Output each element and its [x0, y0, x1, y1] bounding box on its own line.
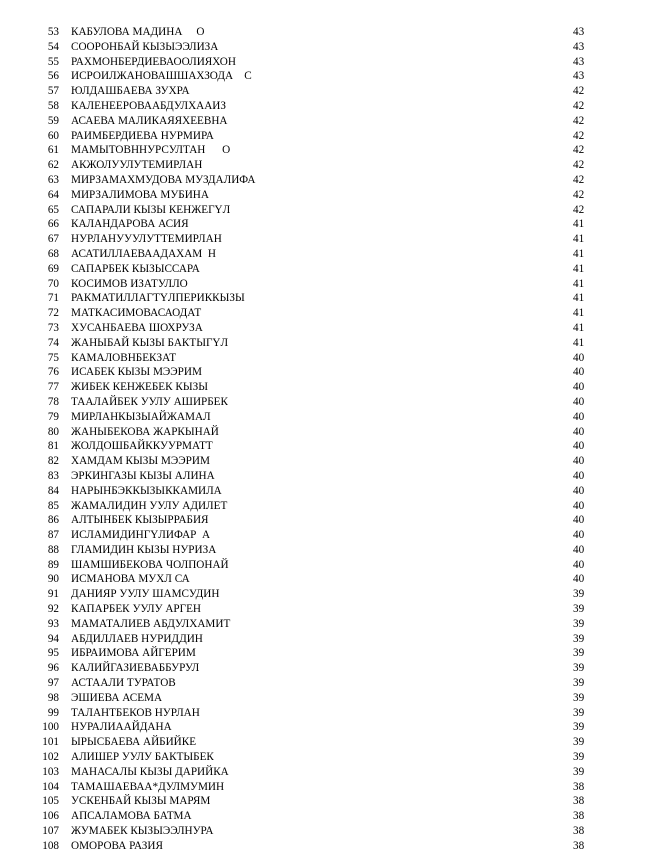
student-name: ТАЛАНТБЕКОВ НУРЛАН — [71, 706, 200, 719]
student-name: АПСАЛАМОВА БАТМА — [71, 810, 192, 823]
score-value: 42 — [573, 99, 585, 112]
score-value: 43 — [573, 40, 585, 53]
list-row — [0, 114, 657, 129]
list-row — [0, 572, 657, 587]
student-name: ТАМАШАЕВАА*ДУЛМУМИН — [71, 780, 225, 793]
score-value: 41 — [573, 307, 585, 320]
student-name: ИСМАНОВА МУХЛ СА — [71, 573, 190, 586]
student-name: КАЛАНДАРОВА АСИЯ — [71, 218, 189, 231]
student-name: АСТААЛИ ТУРАТОВ — [71, 677, 176, 690]
row-number: 92 — [47, 603, 59, 616]
list-row — [0, 528, 657, 543]
row-number: 104 — [42, 780, 59, 793]
student-name: ЖИБЕК КЕНЖЕБЕК КЫЗЫ — [71, 381, 208, 394]
student-name: ШАМШИБЕКОВА ЧОЛПОНАЙ — [71, 558, 229, 571]
score-value: 41 — [573, 321, 585, 334]
row-number: 80 — [47, 425, 59, 438]
score-value: 40 — [573, 410, 585, 423]
row-number: 91 — [47, 588, 59, 601]
list-row — [0, 602, 657, 617]
student-name: ИСАБЕК КЫЗЫ МЭЭРИМ — [71, 366, 202, 379]
list-row — [0, 499, 657, 514]
score-value: 40 — [573, 543, 585, 556]
student-name: МАНАСАЛЫ КЫЗЫ ДАРИЙКА — [71, 765, 229, 778]
list-row — [0, 84, 657, 99]
score-value: 39 — [573, 677, 585, 690]
row-number: 83 — [47, 469, 59, 482]
row-number: 70 — [47, 277, 59, 290]
score-value: 39 — [573, 617, 585, 630]
student-name: АБДИЛЛАЕВ НУРИДДИН — [71, 632, 203, 645]
score-value: 40 — [573, 484, 585, 497]
list-row — [0, 676, 657, 691]
row-number: 60 — [47, 129, 59, 142]
student-name: ОМОРОВА РАЗИЯ — [71, 839, 163, 852]
student-name: МИРЗАМАХМУДОВА МУЗДАЛИФА — [71, 173, 256, 186]
row-number: 96 — [47, 662, 59, 675]
row-number: 56 — [47, 70, 59, 83]
student-name: КАПАРБЕК УУЛУ АРГЕН — [71, 603, 202, 616]
row-number: 90 — [47, 573, 59, 586]
student-name: МАМАТАЛИЕВ АБДУЛХАМИТ — [71, 617, 231, 630]
list-row — [0, 661, 657, 676]
student-name: КАЛЕНЕЕРОВААБДУЛХААИЗ — [71, 99, 226, 112]
score-value: 39 — [573, 736, 585, 749]
row-number: 68 — [47, 247, 59, 260]
score-value: 39 — [573, 603, 585, 616]
row-number: 79 — [47, 410, 59, 423]
score-value: 41 — [573, 262, 585, 275]
row-number: 55 — [47, 55, 59, 68]
row-number: 65 — [47, 203, 59, 216]
row-number: 53 — [47, 26, 59, 38]
student-name: ТААЛАЙБЕК УУЛУ АШИРБЕК — [71, 395, 228, 408]
row-number: 64 — [47, 188, 59, 201]
score-value: 42 — [573, 114, 585, 127]
student-name: ЖАМАЛИДИН УУЛУ АДИЛЕТ — [71, 499, 228, 512]
student-name: САПАРБЕК КЫЗЫССАРА — [71, 262, 200, 275]
score-value: 42 — [573, 129, 585, 142]
row-number: 86 — [47, 514, 59, 527]
score-value: 40 — [573, 499, 585, 512]
score-value: 40 — [573, 395, 585, 408]
row-number: 78 — [47, 395, 59, 408]
score-value: 43 — [573, 26, 585, 38]
list-row — [0, 143, 657, 158]
student-name: АСАЕВА МАЛИКАЯЯХЕЕВНА — [71, 114, 228, 127]
student-name: РАКМАТИЛЛАГТҮЛПЕРИККЫЗЫ — [71, 292, 245, 305]
score-value: 39 — [573, 588, 585, 601]
list-row — [0, 217, 657, 232]
row-number: 81 — [47, 440, 59, 453]
list-row — [0, 291, 657, 306]
score-value: 43 — [573, 55, 585, 68]
score-value: 39 — [573, 647, 585, 660]
row-number: 106 — [42, 810, 59, 823]
list-row — [0, 750, 657, 765]
row-number: 58 — [47, 99, 59, 112]
list-row — [0, 351, 657, 366]
row-number: 84 — [47, 484, 59, 497]
row-number: 94 — [47, 632, 59, 645]
list-row — [0, 469, 657, 484]
list-row — [0, 395, 657, 410]
row-number: 75 — [47, 351, 59, 364]
list-row — [0, 809, 657, 824]
list-row — [0, 780, 657, 795]
row-number: 73 — [47, 321, 59, 334]
score-value: 42 — [573, 203, 585, 216]
student-name: ГЛАМИДИН КЫЗЫ НУРИЗА — [71, 543, 217, 556]
score-value: 41 — [573, 233, 585, 246]
row-number: 61 — [47, 144, 59, 157]
score-value: 40 — [573, 514, 585, 527]
student-name: МИРЗАЛИМОВА МУБИНА — [71, 188, 209, 201]
score-value: 39 — [573, 691, 585, 704]
student-name: РАХМОНБЕРДИЕВАООЛИЯХОН — [71, 55, 236, 68]
list-row — [0, 425, 657, 440]
row-number: 103 — [42, 765, 59, 778]
score-value: 40 — [573, 440, 585, 453]
list-row — [0, 765, 657, 780]
student-name: АСАТИЛЛАЕВААДАХАМ Н — [71, 247, 216, 260]
list-row — [0, 69, 657, 84]
list-row — [0, 321, 657, 336]
score-value: 42 — [573, 173, 585, 186]
list-row — [0, 188, 657, 203]
row-number: 93 — [47, 617, 59, 630]
list-row — [0, 454, 657, 469]
score-value: 39 — [573, 751, 585, 764]
student-name: ЭРКИНГАЗЫ КЫЗЫ АЛИНА — [71, 469, 215, 482]
list-row — [0, 232, 657, 247]
row-number: 57 — [47, 85, 59, 98]
list-row — [0, 380, 657, 395]
student-name: ЖАНЫБЕКОВА ЖАРКЫНАЙ — [71, 425, 219, 438]
list-row — [0, 40, 657, 55]
student-name: НУРАЛИААЙДАНА — [71, 721, 172, 734]
score-value: 42 — [573, 188, 585, 201]
row-number: 66 — [47, 218, 59, 231]
score-value: 38 — [573, 810, 585, 823]
list-row — [0, 646, 657, 661]
score-value: 41 — [573, 247, 585, 260]
row-number: 89 — [47, 558, 59, 571]
list-row — [0, 173, 657, 188]
student-name: ИСЛАМИДИНГҮЛИФАР А — [71, 529, 211, 542]
row-number: 98 — [47, 691, 59, 704]
score-value: 38 — [573, 825, 585, 838]
score-value: 42 — [573, 144, 585, 157]
list-row — [0, 158, 657, 173]
list-row — [0, 513, 657, 528]
row-number: 74 — [47, 336, 59, 349]
student-name: АЛТЫНБЕК КЫЗЫРРАБИЯ — [71, 514, 209, 527]
score-value: 39 — [573, 662, 585, 675]
list-row — [0, 203, 657, 218]
list-row — [0, 277, 657, 292]
student-name: КАБУЛОВА МАДИНА О — [71, 26, 205, 38]
student-name: МИРЛАНКЫЗЫАЙЖАМАЛ — [71, 410, 211, 423]
student-name: ЖУМАБЕК КЫЗЫЭЭЛНУРА — [71, 825, 214, 838]
row-number: 87 — [47, 529, 59, 542]
student-name: ХАМДАМ КЫЗЫ МЭЭРИМ — [71, 455, 210, 468]
list-row — [0, 824, 657, 839]
row-number: 102 — [42, 751, 59, 764]
row-number: 76 — [47, 366, 59, 379]
row-number: 77 — [47, 381, 59, 394]
row-number: 67 — [47, 233, 59, 246]
row-number: 72 — [47, 307, 59, 320]
row-number: 97 — [47, 677, 59, 690]
ranking-list — [0, 25, 657, 854]
score-value: 40 — [573, 381, 585, 394]
score-value: 38 — [573, 839, 585, 852]
list-row — [0, 306, 657, 321]
score-value: 41 — [573, 292, 585, 305]
student-name: ДАНИЯР УУЛУ ШАМСУДИН — [71, 588, 220, 601]
score-value: 38 — [573, 780, 585, 793]
list-row — [0, 794, 657, 809]
list-row — [0, 558, 657, 573]
list-row — [0, 617, 657, 632]
score-value: 39 — [573, 765, 585, 778]
student-name: КОСИМОВ ИЗАТУЛЛО — [71, 277, 188, 290]
list-row — [0, 691, 657, 706]
score-value: 40 — [573, 425, 585, 438]
list-row — [0, 247, 657, 262]
list-row — [0, 55, 657, 70]
student-name: РАИМБЕРДИЕВА НУРМИРА — [71, 129, 214, 142]
student-name: МАМЫТОВННУРСУЛТАН О — [71, 144, 231, 157]
student-name: ЖОЛДОШБАЙККУУРМАТТ — [71, 440, 213, 453]
row-number: 100 — [42, 721, 59, 734]
score-value: 38 — [573, 795, 585, 808]
score-value: 41 — [573, 218, 585, 231]
score-value: 41 — [573, 277, 585, 290]
row-number: 108 — [42, 839, 59, 852]
list-row — [0, 632, 657, 647]
row-number: 54 — [47, 40, 59, 53]
student-name: СООРОНБАЙ КЫЗЫЭЭЛИЗА — [71, 40, 219, 53]
score-value: 42 — [573, 159, 585, 172]
list-row — [0, 735, 657, 750]
list-row — [0, 262, 657, 277]
row-number: 99 — [47, 706, 59, 719]
student-name: САПАРАЛИ КЫЗЫ КЕНЖЕГҮЛ — [71, 203, 231, 216]
row-number: 85 — [47, 499, 59, 512]
score-value: 40 — [573, 351, 585, 364]
score-value: 39 — [573, 721, 585, 734]
score-value: 43 — [573, 70, 585, 83]
student-name: ЫРЫСБАЕВА АЙБИЙКЕ — [71, 736, 197, 749]
row-number: 59 — [47, 114, 59, 127]
student-name: ЖАНЫБАЙ КЫЗЫ БАКТЫГҮЛ — [71, 336, 229, 349]
student-name: НУРЛАНУУУЛУТТЕМИРЛАН — [71, 233, 222, 246]
list-row — [0, 484, 657, 499]
row-number: 107 — [42, 825, 59, 838]
row-number: 71 — [47, 292, 59, 305]
list-row — [0, 543, 657, 558]
score-value: 40 — [573, 529, 585, 542]
score-value: 41 — [573, 336, 585, 349]
list-row — [0, 410, 657, 425]
row-number: 88 — [47, 543, 59, 556]
score-value: 40 — [573, 455, 585, 468]
student-name: ЭШИЕВА АСЕМА — [71, 691, 163, 704]
student-name: АЛИШЕР УУЛУ БАКТЫБЕК — [71, 751, 214, 764]
list-row — [0, 129, 657, 144]
student-name: МАТКАСИМОВАСАОДАТ — [71, 307, 202, 320]
list-row — [0, 439, 657, 454]
score-value: 40 — [573, 469, 585, 482]
score-value: 42 — [573, 85, 585, 98]
student-name: ЮЛДАШБАЕВА ЗУХРА — [71, 85, 190, 98]
row-number: 82 — [47, 455, 59, 468]
row-number: 69 — [47, 262, 59, 275]
score-value: 40 — [573, 366, 585, 379]
student-name: УСКЕНБАЙ КЫЗЫ МАРЯМ — [71, 795, 211, 808]
row-number: 105 — [42, 795, 59, 808]
list-row — [0, 720, 657, 735]
row-number: 95 — [47, 647, 59, 660]
list-row — [0, 25, 657, 40]
student-name: КАМАЛОВНБЕКЗАТ — [71, 351, 177, 364]
score-value: 39 — [573, 632, 585, 645]
row-number: 63 — [47, 173, 59, 186]
student-name: ИСРОИЛЖАНОВАШШАХЗОДА С — [71, 70, 252, 83]
score-value: 40 — [573, 573, 585, 586]
list-row — [0, 99, 657, 114]
student-name: НАРЫНБЭККЫЗЫККАМИЛА — [71, 484, 222, 497]
student-name: ИБРАИМОВА АЙГЕРИМ — [71, 647, 196, 660]
student-name: АКЖОЛУУЛУТЕМИРЛАН — [71, 159, 203, 172]
list-row — [0, 336, 657, 351]
list-row — [0, 706, 657, 721]
student-name: КАЛИЙГАЗИЕВАББУРУЛ — [71, 662, 200, 675]
score-value: 40 — [573, 558, 585, 571]
list-row — [0, 365, 657, 380]
list-row — [0, 839, 657, 854]
score-value: 39 — [573, 706, 585, 719]
row-number: 101 — [42, 736, 59, 749]
row-number: 62 — [47, 159, 59, 172]
student-name: ХУСАНБАЕВА ШОХРУЗА — [71, 321, 203, 334]
list-row — [0, 587, 657, 602]
